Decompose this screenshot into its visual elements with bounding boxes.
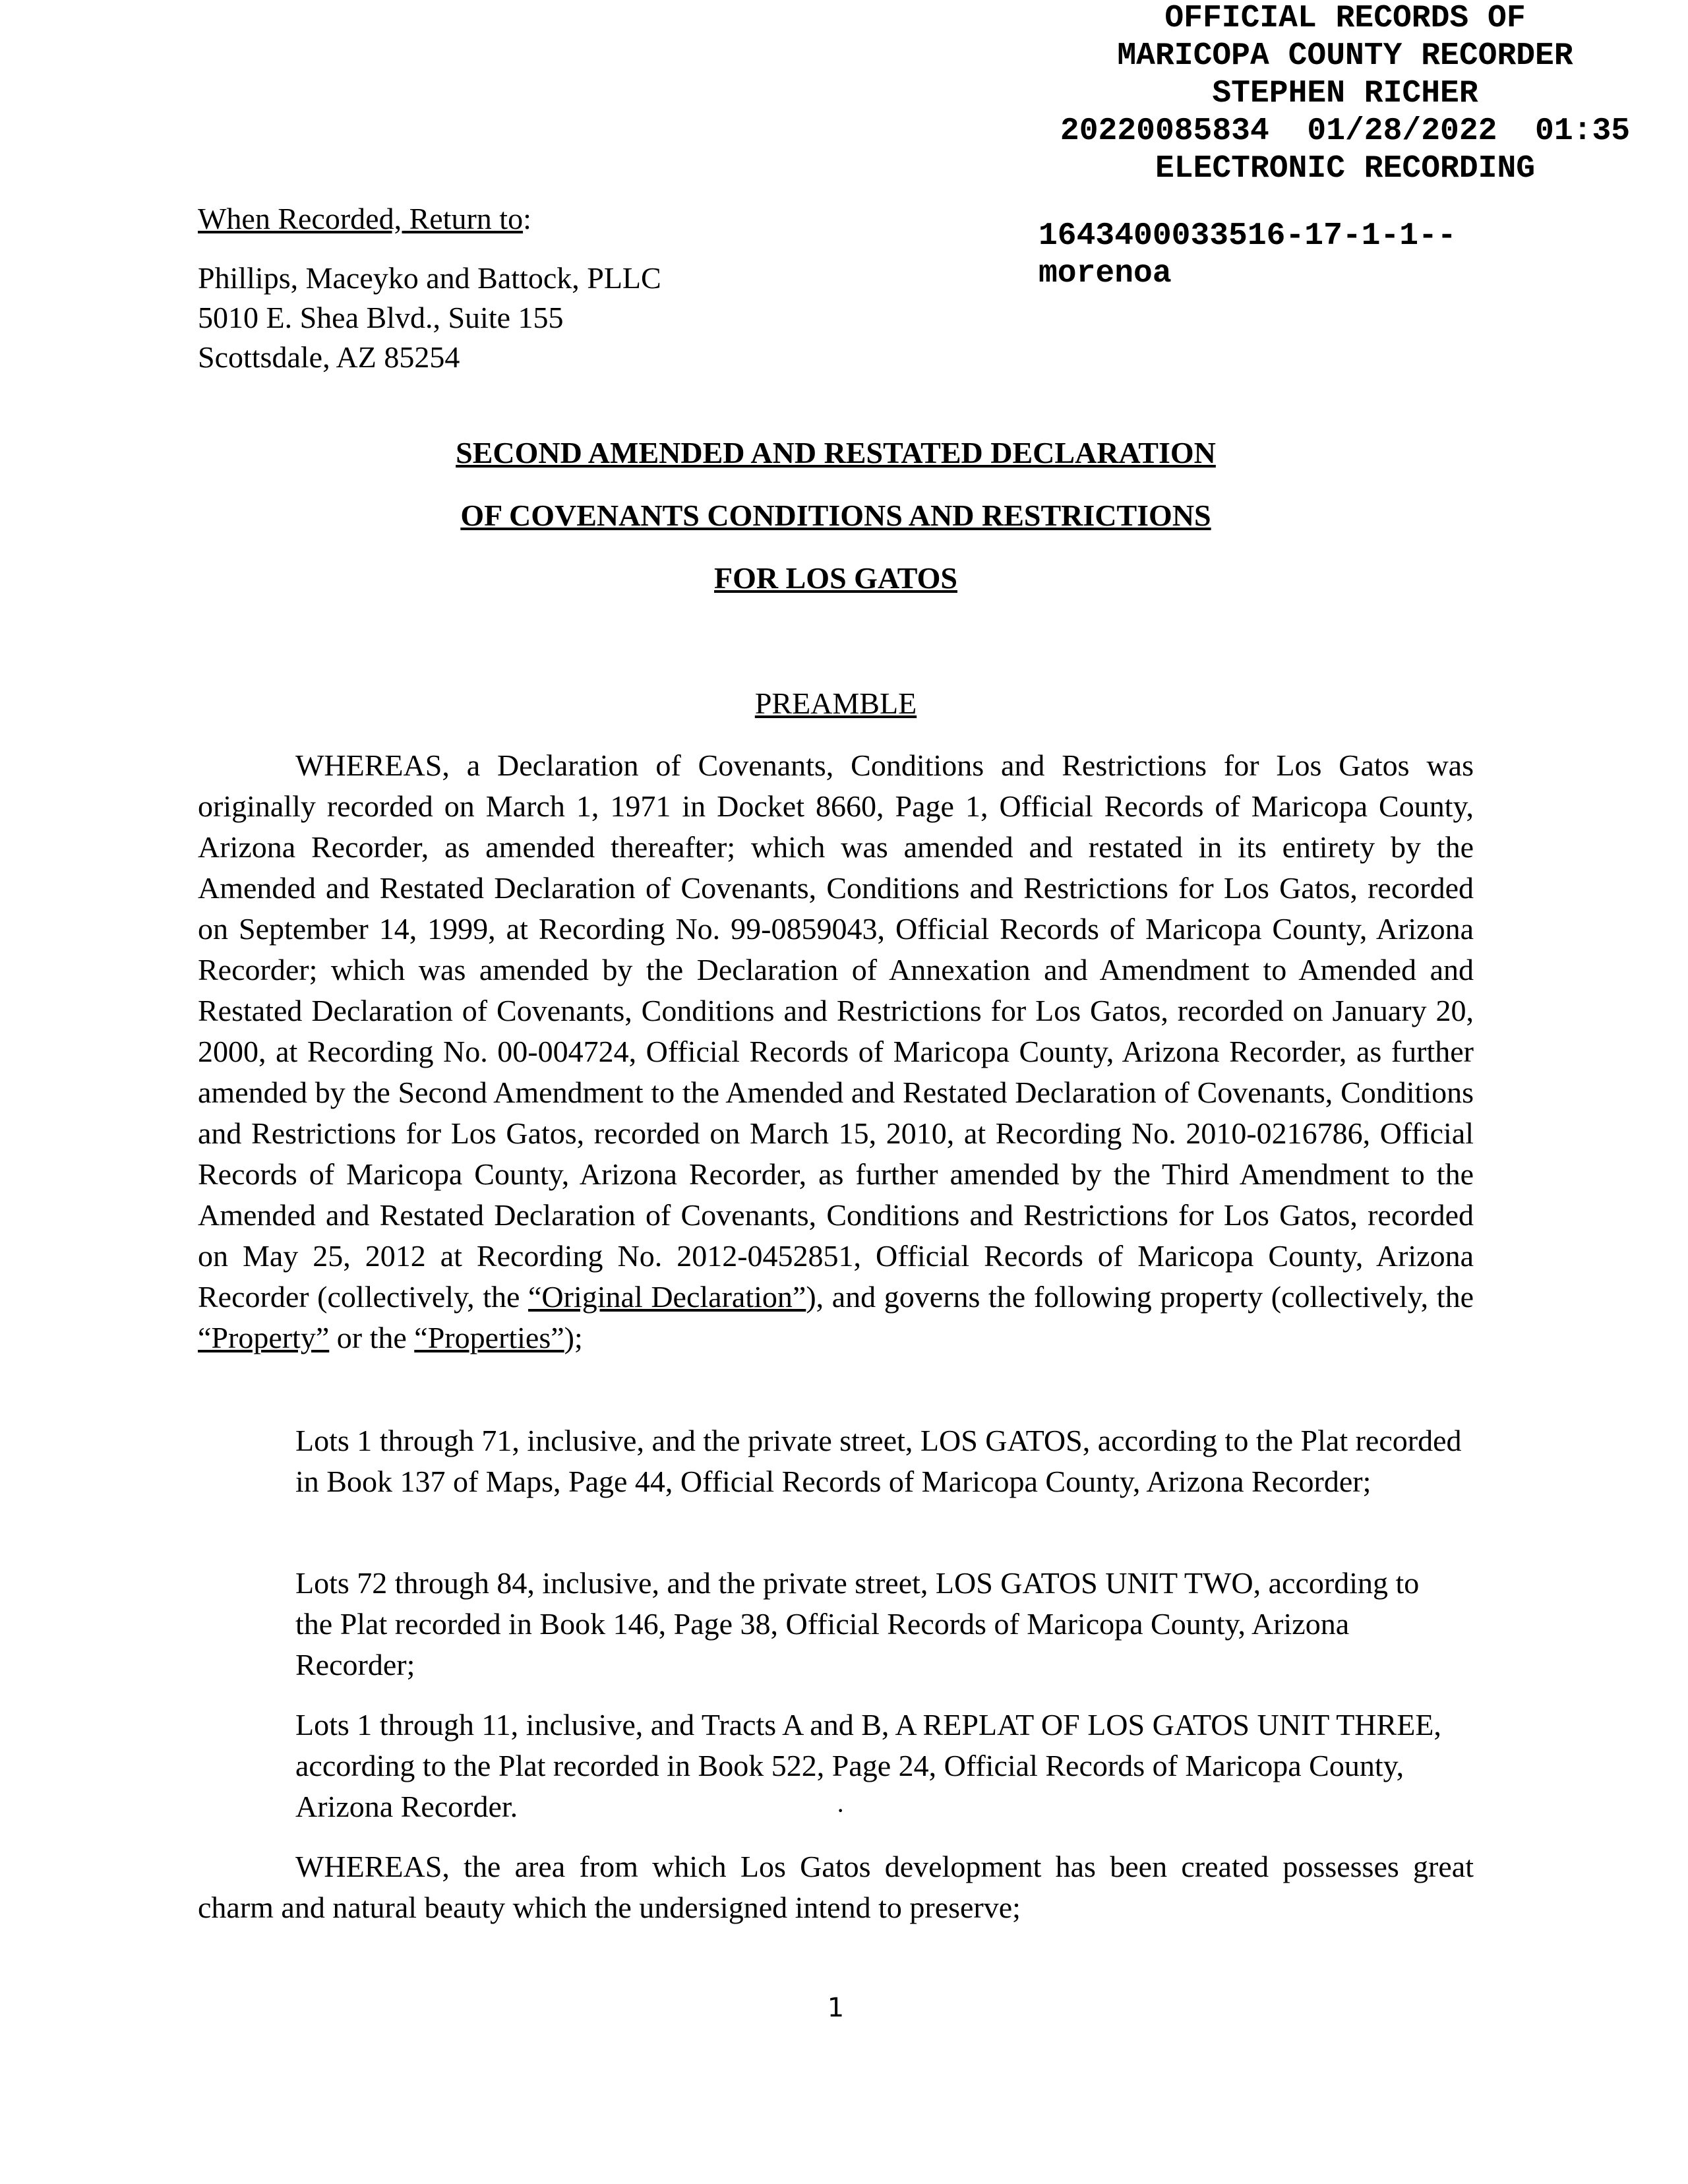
recording-id: [1039, 218, 1457, 293]
recording-number: 20220085834 01/28/2022 01:35: [1060, 113, 1631, 149]
defined-term: “Property”: [198, 1321, 330, 1354]
stamp-line: MARICOPA COUNTY RECORDER: [1117, 38, 1573, 74]
title-line: OF COVENANTS CONDITIONS AND RESTRICTIONS: [460, 499, 1211, 532]
paragraph-text: ), and governs the following property (collectively, the: [806, 1280, 1474, 1314]
paragraph-text: WHEREAS, a Declaration of Covenants, Conditions and Restrictions for Los Gatos was originally recorded on March 1, 1971 in Docket 8660, Page 1, Official Records of Maricopa County, Arizona Recorder, as amended thereafter; which was amended and restated in its entirety by the Amended and Restated Declaration of Covenants, Conditions and Restrictions for Los Gatos, recorded on September 14, 1999, at Recording No. 99-0859043, Official Records of Maricopa County, Arizona Recorder; which was amended by the Declaration of Annexation and Amendment to Amended and Restated Declaration of Covenants, Conditions and Restrictions for Los Gatos, recorded on January 20, 2000, at Recording No. 00-004724, Official Records of Maricopa County, Arizona Recorder, as further amended by the Second Amendment to the Amended and Restated Declaration of Covenants, Conditions and Restrictions for Los Gatos, recorded on March 15, 2010, at Recording No. 2010-0216786, Official Records of Maricopa County, Arizona Recorder, as further amended by the Third Amendment to the Amended and Restated Declaration of Covenants, Conditions and Restrictions for Los Gatos, recorded on May 25, 2012 at Recording No. 2012-0452851, Official Records of Maricopa County, Arizona Recorder (collectively, the: [198, 748, 1474, 1314]
return-label-colon: :: [523, 202, 531, 235]
stray-mark: ·: [836, 1796, 845, 1825]
paragraph-text: or the: [329, 1321, 415, 1354]
lot-description: Lots 72 through 84, inclusive, and the private street, LOS GATOS UNIT TWO, according to the Plat recorded in Book 146, Page 38, Official Records of Maricopa County, Arizona Recorder;: [295, 1566, 1420, 1682]
paragraph-text: );: [564, 1321, 583, 1354]
return-address-line: Scottsdale, AZ 85254: [198, 340, 460, 374]
recording-id-user: morenoa: [1039, 256, 1172, 291]
stamp-line: OFFICIAL RECORDS OF: [1164, 1, 1526, 36]
title-line: FOR LOS GATOS: [714, 561, 957, 595]
return-name: Phillips, Maceyko and Battock, PLLC: [198, 261, 661, 295]
paragraph-text: WHEREAS, the area from which Los Gatos development has been created possesses great charm and natural beauty which the undersigned intend to preserve;: [198, 1850, 1474, 1924]
lot-description: Lots 1 through 71, inclusive, and the private street, LOS GATOS, according to the Plat recorded in Book 137 of Maps, Page 44, Official Records of Maricopa County, Arizona Recorder;: [295, 1424, 1462, 1498]
preamble-paragraph: [198, 1846, 1474, 1928]
recorder-stamp: [1015, 0, 1675, 188]
page-number: 1: [827, 1993, 845, 2023]
defined-term: “Original Declaration”: [528, 1280, 806, 1314]
title-line: SECOND AMENDED AND RESTATED DECLARATION: [456, 436, 1216, 470]
return-address-line: 5010 E. Shea Blvd., Suite 155: [198, 301, 564, 334]
preamble-paragraph: [198, 745, 1474, 1358]
preamble-heading: PREAMBLE: [754, 686, 917, 720]
stamp-line: STEPHEN RICHER: [1212, 76, 1478, 111]
stamp-line: ELECTRONIC RECORDING: [1155, 151, 1536, 187]
return-label-text: When Recorded, Return to: [198, 202, 524, 235]
lot-description: Lots 1 through 11, inclusive, and Tracts A and B, A REPLAT OF LOS GATOS UNIT THREE, according to the Plat recorded in Book 522, Page 24, Official Records of Maricopa County, Arizona Recorder.: [295, 1708, 1441, 1823]
defined-term: “Properties”: [414, 1321, 564, 1354]
return-address: [198, 199, 661, 377]
recording-id-line: 1643400033516-17-1-1--: [1039, 218, 1457, 254]
return-label: [198, 199, 661, 239]
